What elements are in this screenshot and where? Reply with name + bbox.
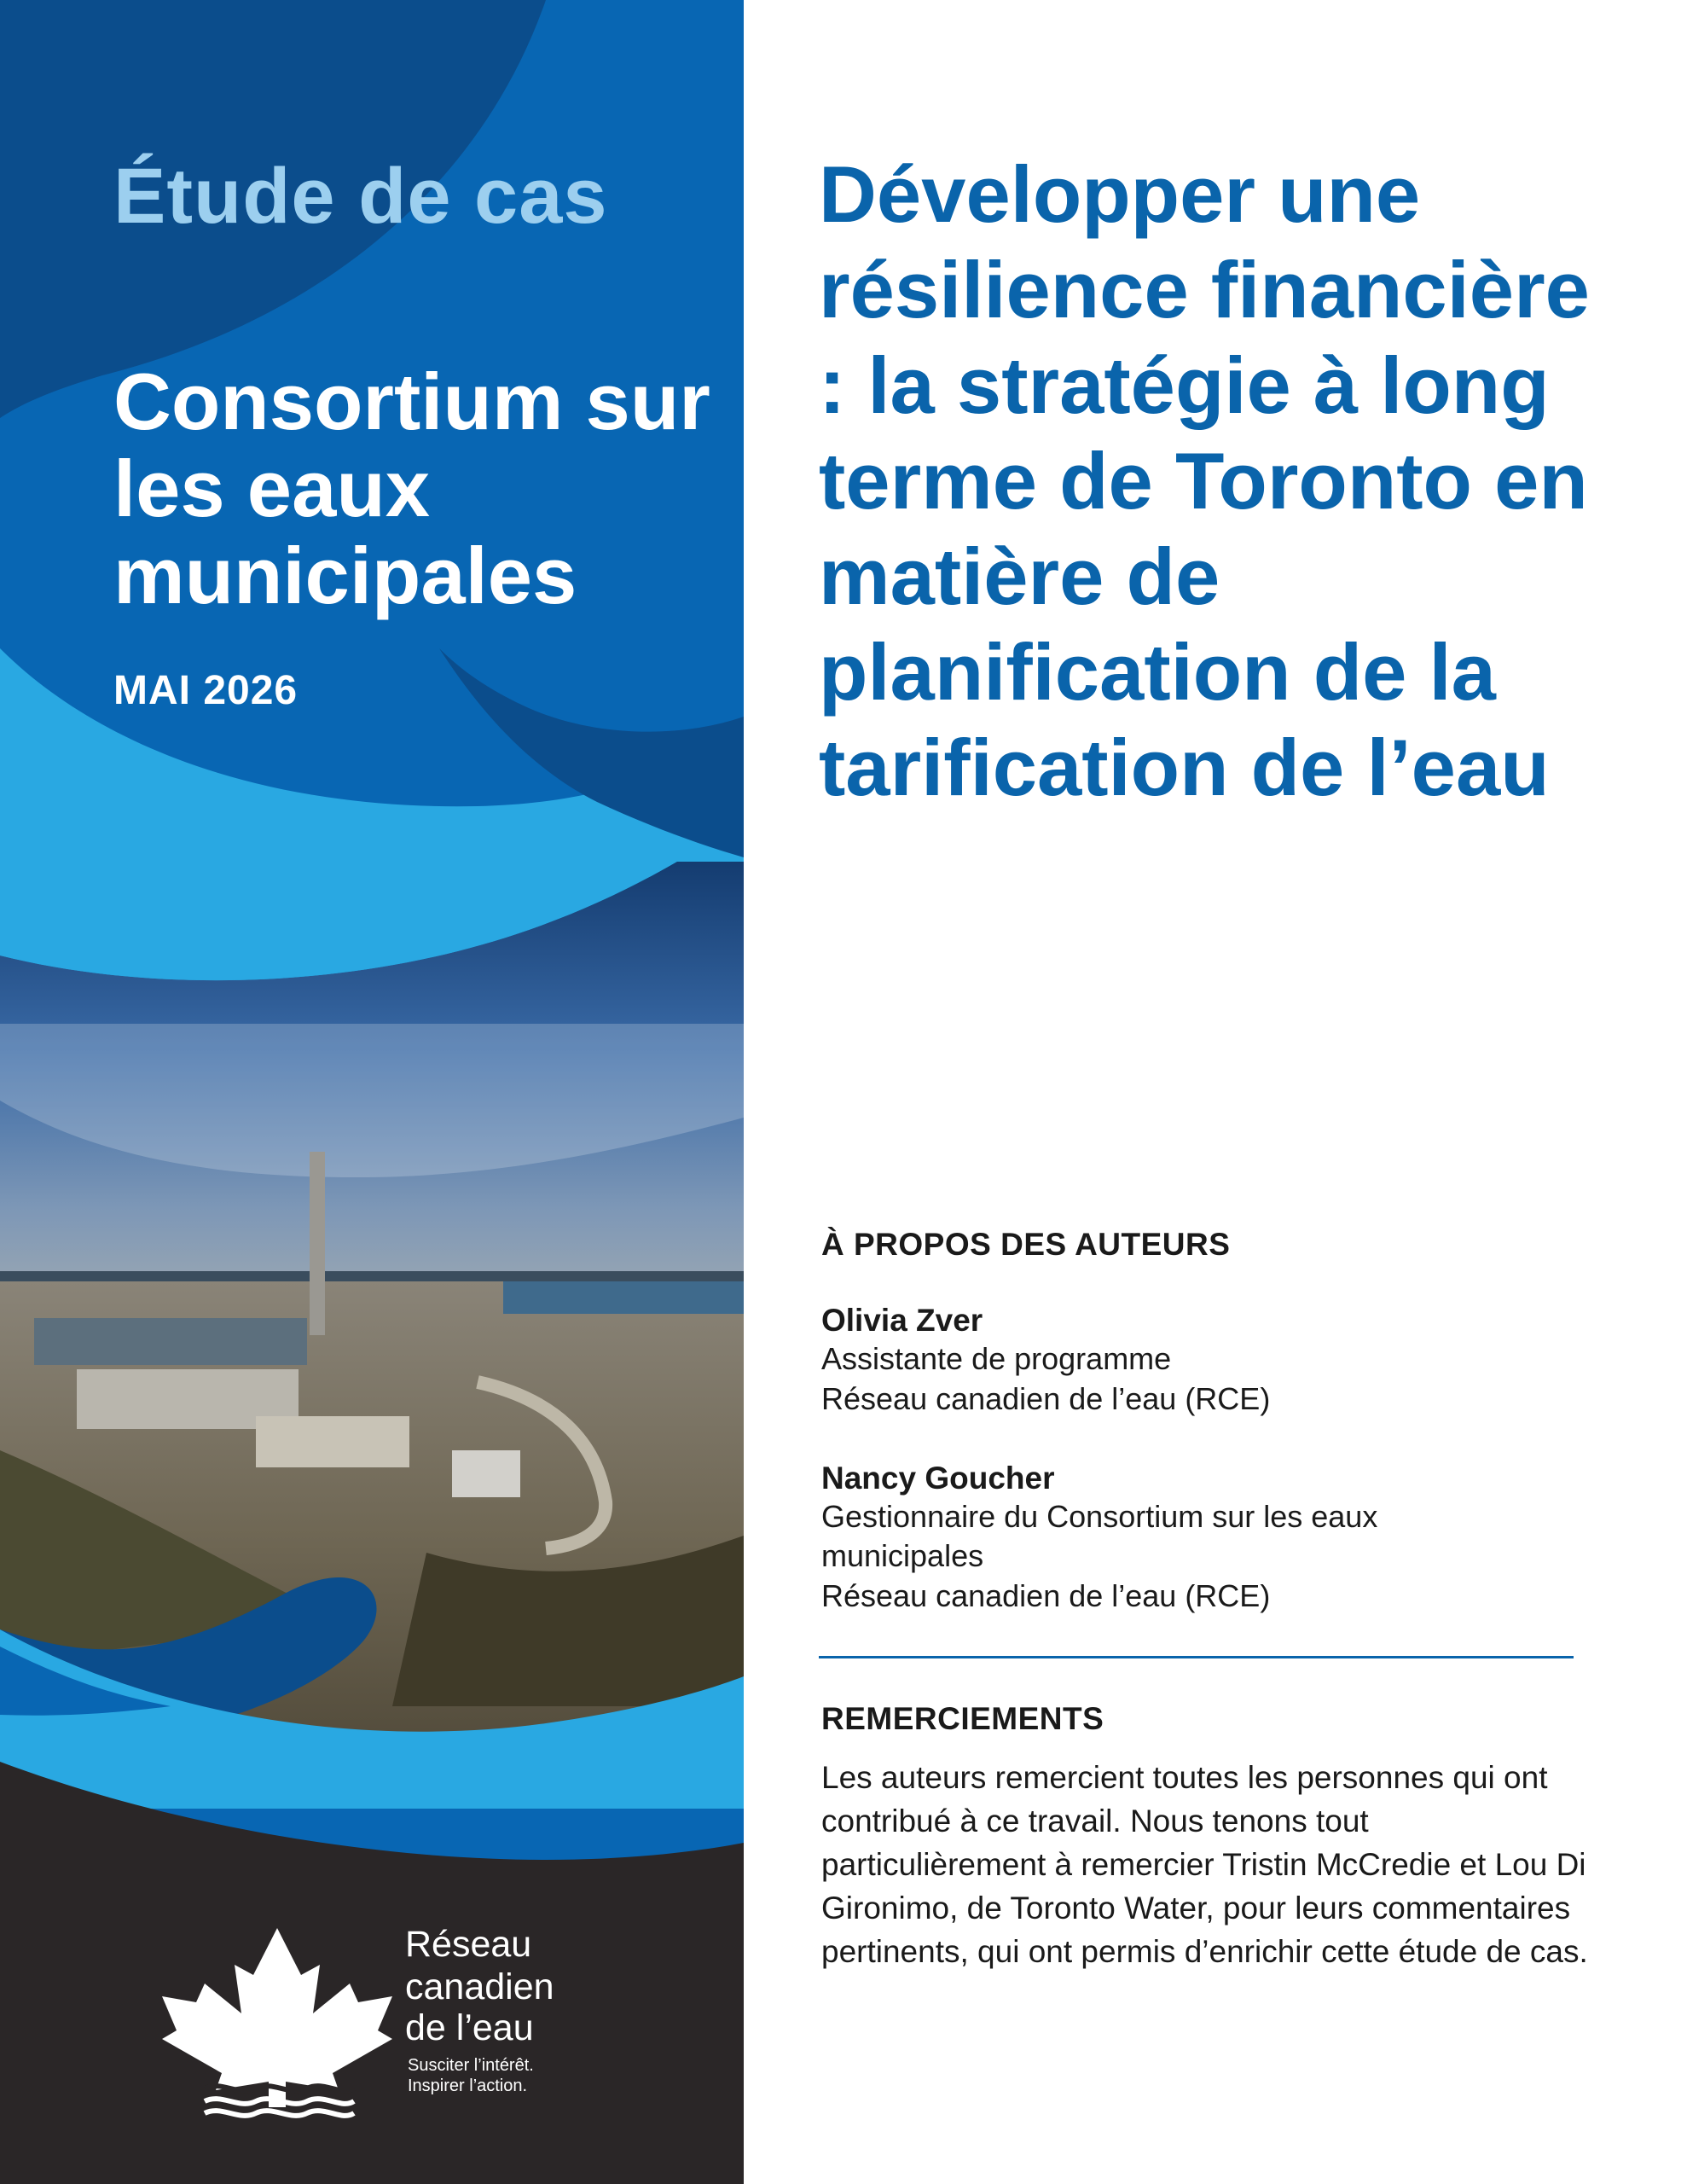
organization-logo <box>149 1924 627 2129</box>
water-wave-icon <box>205 2099 354 2104</box>
smokestack <box>310 1152 325 1335</box>
author-name: Nancy Goucher <box>821 1461 1055 1496</box>
case-study-label: Étude de cas <box>113 153 608 240</box>
cover-sidebar <box>0 0 744 2184</box>
logo-tagline1: Susciter l’intérêt. <box>408 2056 534 2075</box>
author-name: Olivia Zver <box>821 1303 983 1338</box>
publication-date: MAI 2026 <box>113 668 299 713</box>
acknowledgements-body: Les auteurs remercient toutes les personnes qui ont contribué à ce travail. Nous tenons tout particulièrement à remercier Tristin McCredie et Lou Di Gironimo, de Toronto Water, pour leurs commentaires pertinents, qui ont permis d’enrichir cette étude de cas. <box>821 1760 1588 1969</box>
report-title: Développer une résilience financière : la stratégie à long terme de Toronto en matière de planification de la tarification de l’eau <box>819 149 1590 812</box>
maple-leaf-icon <box>149 1924 405 2129</box>
section-divider <box>819 1656 1574 1658</box>
author-role: Gestionnaire du Consortium sur les eaux municipales <box>821 1499 1378 1573</box>
author-organization: Réseau canadien de l’eau (RCE) <box>821 1578 1271 1613</box>
consortium-title: Consortium sur les eaux municipales <box>113 357 710 620</box>
author-organization: Réseau canadien de l’eau (RCE) <box>821 1381 1271 1416</box>
logo-name-line1: Réseau <box>405 1924 532 1965</box>
about-authors-heading: À PROPOS DES AUTEURS <box>821 1227 1231 1262</box>
author-role: Assistante de programme <box>821 1341 1172 1376</box>
logo-name-line3: de l’eau <box>405 2007 534 2048</box>
acknowledgements-heading: REMERCIEMENTS <box>821 1701 1104 1736</box>
cover-background-art <box>0 0 744 2184</box>
logo-name-line2: canadien <box>405 1966 554 2007</box>
logo-tagline2: Inspirer l’action. <box>408 2077 528 2095</box>
